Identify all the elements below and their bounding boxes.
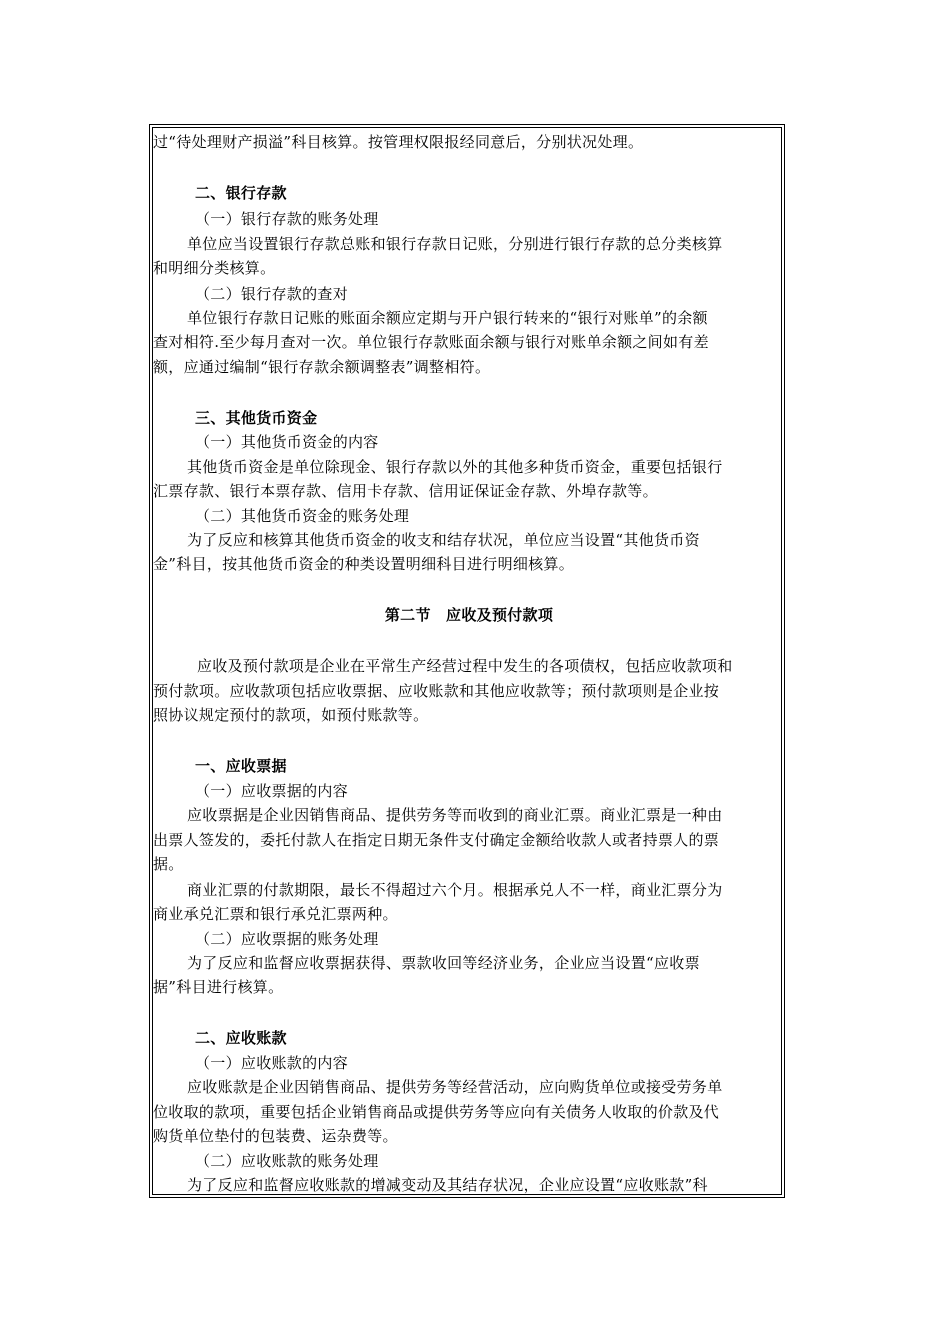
text-line: （一）应收票据的内容 (195, 782, 349, 800)
text-line: 单位银行存款日记账的账面余额应定期与开户银行转来的“银行对账单”的余额 (187, 309, 708, 327)
text-line: （一）银行存款的账务处理 (195, 210, 379, 228)
text-line: 出票人签发的，委托付款人在指定日期无条件支付确定金额给收款人或者持票人的票 (153, 831, 720, 849)
text-line: 单位应当设置银行存款总账和银行存款日记账，分别进行银行存款的总分类核算 (187, 235, 723, 253)
text-line: （一）其他货币资金的内容 (195, 433, 379, 451)
text-line: （二）应收票据的账务处理 (195, 930, 379, 948)
text-line: 购货单位垫付的包装费、运杂费等。 (153, 1127, 398, 1145)
text-line: 为了反应和监督应收账款的增减变动及其结存状况，企业应设置“应收账款”科 (187, 1176, 708, 1194)
document-frame-inner (152, 127, 782, 1195)
text-line: 汇票存款、银行本票存款、信用卡存款、信用证保证金存款、外埠存款等。 (153, 482, 658, 500)
text-line: 据。 (153, 855, 184, 873)
text-line: 和明细分类核算。 (153, 259, 276, 277)
text-line: 商业承兑汇票和银行承兑汇票两种。 (153, 905, 398, 923)
text-line: 照协议规定预付的款项，如预付账款等。 (153, 706, 429, 724)
subsection-heading: 二、银行存款 (195, 184, 287, 202)
text-line: （二）应收账款的账务处理 (195, 1152, 379, 1170)
text-line: 为了反应和监督应收票据获得、票款收回等经济业务，企业应当设置“应收票 (187, 954, 700, 972)
text-line: （二）其他货币资金的账务处理 (195, 507, 410, 525)
subsection-heading: 三、其他货币资金 (195, 409, 318, 427)
text-line: 预付款项。应收款项包括应收票据、应收账款和其他应收款等；预付款项则是企业按 (153, 682, 720, 700)
text-line: 应收及预付款项是企业在平常生产经营过程中发生的各项债权，包括应收款项和 (197, 657, 733, 675)
subsection-heading: 二、应收账款 (195, 1029, 287, 1047)
text-line: 商业汇票的付款期限，最长不得超过六个月。根据承兑人不一样，商业汇票分为 (187, 881, 723, 899)
text-line: 额，应通过编制“银行存款余额调整表”调整相符。 (153, 358, 491, 376)
text-line: 查对相符.至少每月查对一次。单位银行存款账面余额与银行对账单余额之间如有差 (153, 333, 709, 351)
text-line: 据”科目进行核算。 (153, 978, 284, 996)
document-frame (149, 124, 785, 1198)
text-line: 应收账款是企业因销售商品、提供劳务等经营活动，应向购货单位或接受劳务单 (187, 1078, 723, 1096)
text-line: 其他货币资金是单位除现金、银行存款以外的其他多种货币资金，重要包括银行 (187, 458, 723, 476)
text-line: （一）应收账款的内容 (195, 1054, 349, 1072)
text-line: （二）银行存款的查对 (195, 285, 349, 303)
text-line: 应收票据是企业因销售商品、提供劳务等而收到的商业汇票。商业汇票是一种由 (187, 806, 723, 824)
section-heading: 第二节 应收及预付款项 (384, 606, 554, 624)
text-line: 位收取的款项，重要包括企业销售商品或提供劳务等应向有关债务人收取的价款及代 (153, 1103, 720, 1121)
text-line: 为了反应和核算其他货币资金的收支和结存状况，单位应当设置“其他货币资 (187, 531, 700, 549)
text-line: 金”科目，按其他货币资金的种类设置明细科目进行明细核算。 (153, 555, 575, 573)
text-line: 过“待处理财产损溢”科目核算。按管理权限报经同意后，分别状况处理。 (153, 133, 644, 151)
subsection-heading: 一、应收票据 (195, 757, 287, 775)
